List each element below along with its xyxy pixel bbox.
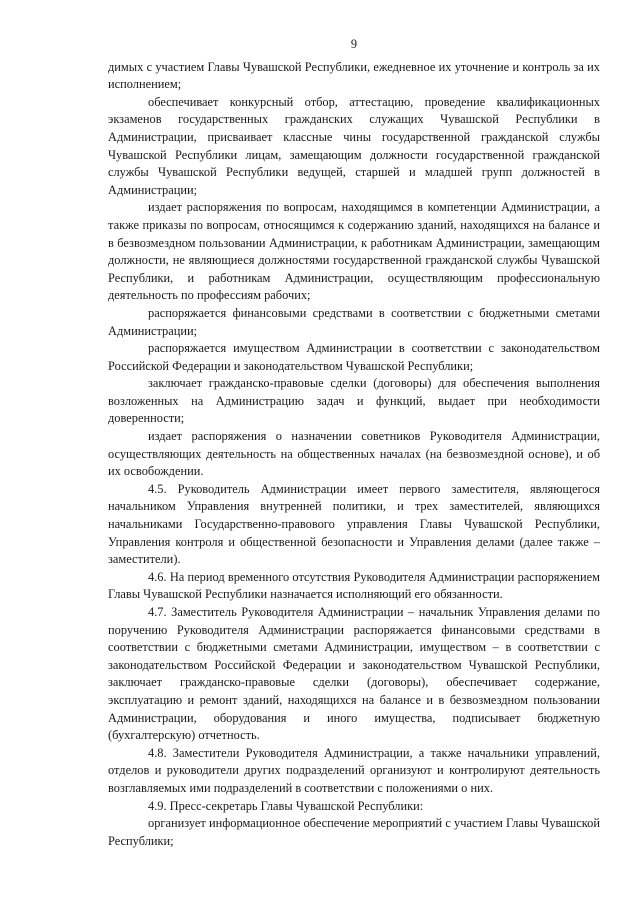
paragraph: обеспечивает конкурсный отбор, аттестацию, проведение квалификационных экзаменов государственных гражданских служащих Чувашской Республики в Администрации, присваивает классные чины государственной гражданской службы Чувашской Республики лицам, замещающим должности государственной гражданской службы Чувашской Республики ведущей, старшей и младшей групп должностей в Администрации; bbox=[108, 94, 600, 197]
paragraph: димых с участием Главы Чувашской Республики, ежедневное их уточнение и контроль за их исполнением; bbox=[108, 59, 600, 92]
paragraph: заключает гражданско-правовые сделки (договоры) для обеспечения выполнения возложенных на Администрацию задач и функций, выдает при необходимости доверенности; bbox=[108, 376, 600, 426]
paragraph: распоряжается финансовыми средствами в соответствии с бюджетными сметами Администрации; bbox=[108, 305, 600, 338]
paragraph: организует информационное обеспечение мероприятий с участием Главы Чувашской Республики; bbox=[108, 816, 600, 848]
paragraph: 4.6. На период временного отсутствия Руководителя Администрации распоряжением Главы Чувашской Республики назначается исполняющий его обязанности. bbox=[108, 569, 600, 602]
paragraph: распоряжается имуществом Администрации в соответствии с законодательством Российской Федерации и законодательством Чувашской Республики; bbox=[108, 341, 600, 373]
paragraph: 4.7. Заместитель Руководителя Администрации – начальник Управления делами по поручению Руководителя Администрации распоряжается финансовыми средствами в соответствии с бюджетными сметами Администрации, имуществом – в соответствии с законодательством Российской Федерации и законодательством Чувашской Республики, заключает гражданско-правовые сделки (договоры), обеспечивает содержание, эксплуатацию и ремонт зданий, находящихся на балансе и в безвозмездном пользовании Администрации, оборудования и иного имущества, подписывает бюджетную (бухгалтерскую) отчетность. bbox=[108, 605, 600, 743]
paragraph: 4.5. Руководитель Администрации имеет первого заместителя, являющегося начальником Управления внутренней политики, и трех заместителей, являющихся начальниками Государственно-правового управления Главы Чувашской Республики, Управления контроля и общественной безопасности и Управления делами (далее также – заместители). bbox=[108, 481, 600, 567]
paragraph: 4.8. Заместители Руководителя Администрации, а также начальники управлений, отделов и руководители других подразделений организуют и контролируют деятельность возглавляемых ими подразделений в соответствии с положениями о них. bbox=[108, 745, 600, 795]
page-number: 9 bbox=[350, 37, 358, 51]
paragraph: издает распоряжения о назначении советников Руководителя Администрации, осуществляющих деятельность на общественных началах (на безвозмездной основе), и об их освобождении. bbox=[108, 429, 600, 479]
paragraph: издает распоряжения по вопросам, находящимся в компетенции Администрации, а также приказы по вопросам, относящимся к содержанию зданий, находящихся на балансе и в безвозмездном пользовании Администрации, к работникам Администрации, замещающим должности, не являющиеся должностями государственной гражданской службы Чувашской Республики, и работникам Администрации, осуществляющим профессиональную деятельность по профессиям рабочих; bbox=[108, 200, 600, 303]
paragraph: 4.9. Пресс-секретарь Главы Чувашской Республики: bbox=[148, 798, 424, 813]
document-body bbox=[108, 59, 600, 851]
